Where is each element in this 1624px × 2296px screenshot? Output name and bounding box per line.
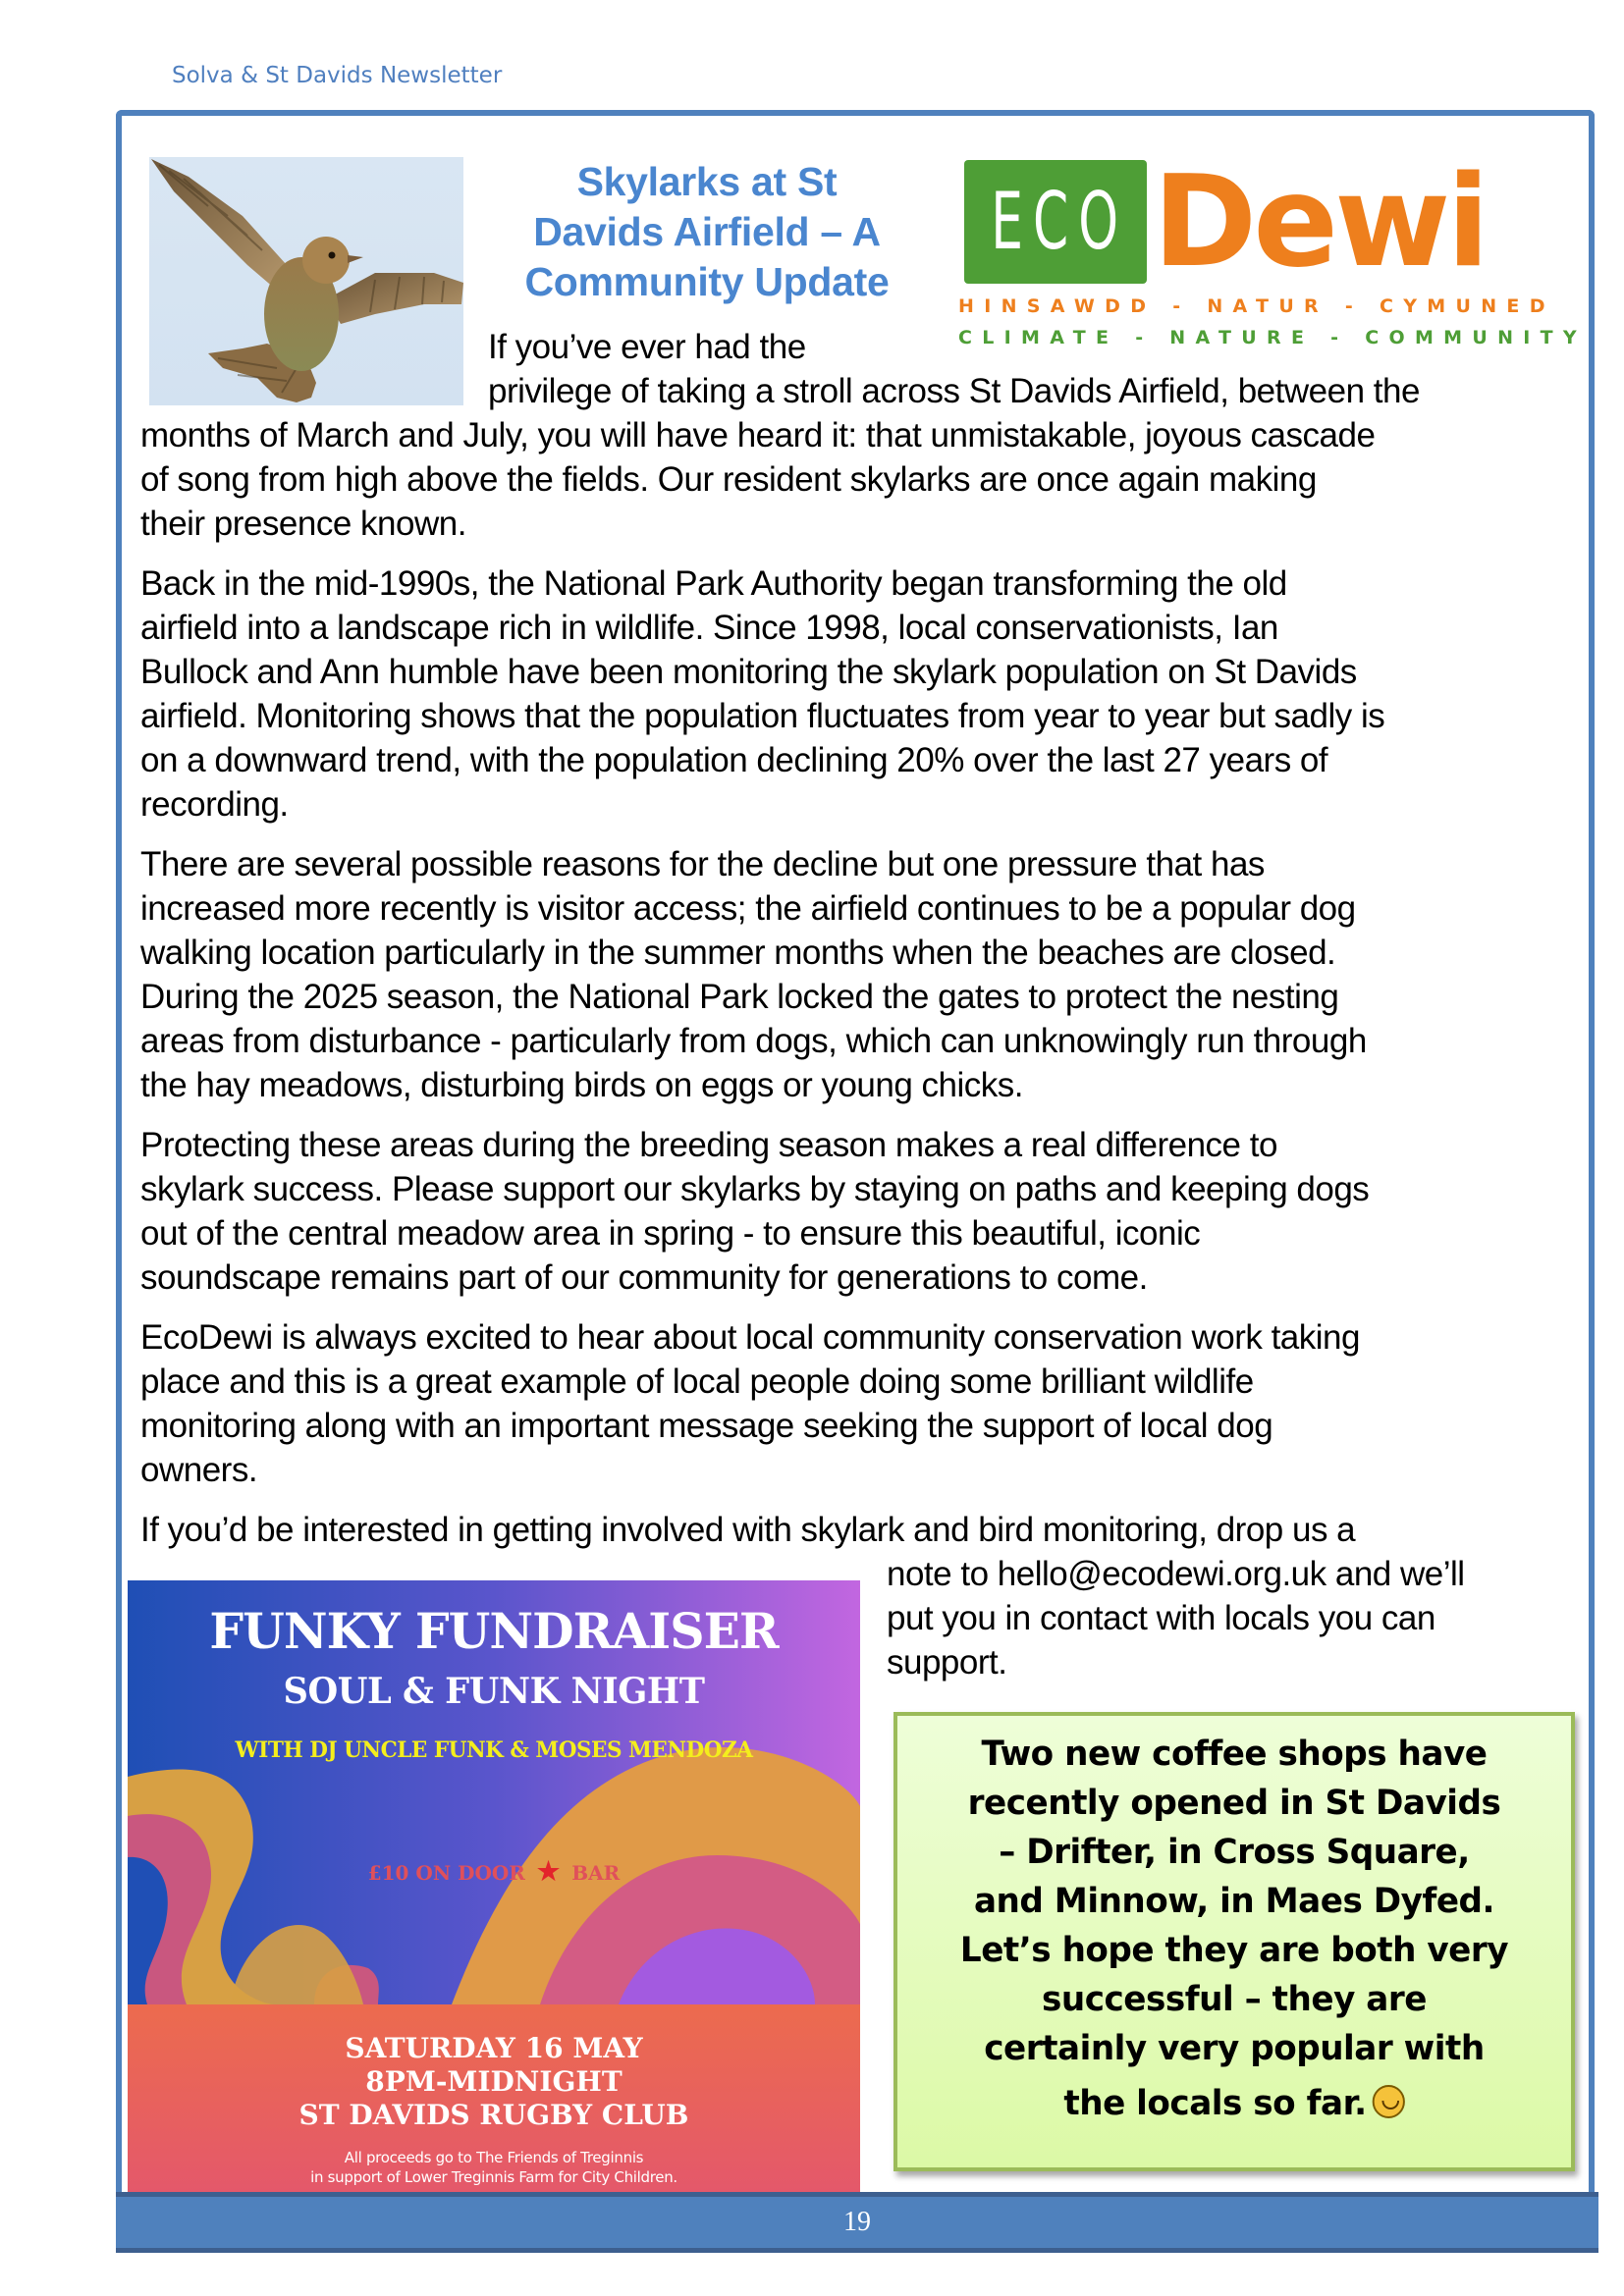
- article-title-line: Community Update: [524, 259, 890, 304]
- funky-fundraiser-poster: [128, 1580, 860, 2195]
- article-text-line: privilege of taking a stroll across St Davids Airfield, between the: [488, 372, 1420, 410]
- article-text-line: owners.: [140, 1451, 258, 1489]
- article-text-line: airfield into a landscape rich in wildlife. Since 1998, local conservationists, Ian: [140, 609, 1278, 647]
- poster-price-row: [128, 1857, 860, 1887]
- article-title-line: Davids Airfield – A: [533, 209, 881, 254]
- article-text-line: place and this is a great example of local people doing some brilliant wildlife: [140, 1362, 1254, 1401]
- ecodewi-tagline-welsh: HINSAWDD - NATUR - CYMUNED: [958, 295, 1555, 317]
- notice-line: Let’s hope they are both very: [959, 1931, 1509, 1970]
- article-text-line: Bullock and Ann humble have been monitoring the skylark population on St Davids: [140, 653, 1357, 691]
- ecodewi-logo-dewi: Dewi: [1153, 149, 1487, 295]
- article-text-line: EcoDewi is always excited to hear about local community conservation work taking: [140, 1318, 1360, 1357]
- article-title: [481, 157, 933, 307]
- article-text-line: If you’ve ever had the: [488, 328, 806, 366]
- poster-price: £10 ON DOOR: [367, 1861, 525, 1885]
- ecodewi-logo-eco-box: [964, 160, 1147, 284]
- article-text-line: of song from high above the fields. Our resident skylarks are once again making: [140, 460, 1317, 499]
- notice-line: recently opened in St Davids: [967, 1784, 1501, 1823]
- poster-title: FUNKY FUNDRAISER: [209, 1602, 779, 1660]
- poster-subtitle: SOUL & FUNK NIGHT: [283, 1671, 705, 1712]
- smiling-face-icon: [1372, 2085, 1404, 2118]
- notice-line: certainly very popular with: [984, 2029, 1485, 2068]
- coffee-shops-notice: [893, 1712, 1575, 2171]
- ecodewi-logo-eco: ECO: [991, 176, 1129, 267]
- skylark-photo: [149, 157, 463, 405]
- notice-last-line: [905, 2079, 1563, 2128]
- article-text-line: airfield. Monitoring shows that the population fluctuates from year to year but sadly is: [140, 697, 1385, 735]
- skylark-bird-icon: [149, 157, 463, 405]
- article-text-line: soundscape remains part of our community for generations to come.: [140, 1258, 1148, 1297]
- article-text-line: recording.: [140, 785, 289, 824]
- article-text-line: their presence known.: [140, 505, 466, 543]
- article-text-line: skylark success. Please support our skylarks by staying on paths and keeping dogs: [140, 1170, 1370, 1208]
- article-text-line: During the 2025 season, the National Park locked the gates to protect the nesting: [140, 978, 1339, 1016]
- article-text-line: increased more recently is visitor access; the airfield continues to be a popular dog: [140, 889, 1356, 928]
- poster-date: SATURDAY 16 MAY: [345, 2032, 643, 2064]
- page-number: 19: [843, 2207, 871, 2237]
- contact-email-line: note to hello@ecodewi.org.uk and we’ll: [887, 1555, 1465, 1593]
- notice-line: Two new coffee shops have: [981, 1735, 1488, 1774]
- poster-venue: ST DAVIDS RUGBY CLUB: [298, 2099, 689, 2131]
- star-icon: ★: [536, 1857, 561, 1887]
- article-title-line: Skylarks at St: [576, 159, 838, 204]
- article-text-line: the hay meadows, disturbing birds on eggs or young chicks.: [140, 1066, 1024, 1104]
- article-text-line: put you in contact with locals you can: [887, 1599, 1435, 1637]
- poster-bar: BAR: [571, 1861, 621, 1885]
- poster-note: in support of Lower Treginnis Farm for City Children.: [310, 2168, 677, 2186]
- article-text-line: on a downward trend, with the population declining 20% over the last 27 years of: [140, 741, 1328, 779]
- poster-details-panel: [128, 2004, 860, 2195]
- notice-line: the locals so far.: [1063, 2084, 1367, 2123]
- article-text-line: Protecting these areas during the breeding season makes a real difference to: [140, 1126, 1277, 1164]
- notice-line: and Minnow, in Maes Dyfed.: [973, 1882, 1495, 1921]
- notice-line: – Drifter, in Cross Square,: [999, 1833, 1470, 1872]
- article-text-line: out of the central meadow area in spring - to ensure this beautiful, iconic: [140, 1214, 1201, 1253]
- ecodewi-logo: [958, 149, 1587, 356]
- footer-bar: [116, 2192, 1598, 2253]
- article-text-line: monitoring along with an important message seeking the support of local dog: [140, 1407, 1273, 1445]
- article-text-line: If you’d be interested in getting involved with skylark and bird monitoring, drop us a: [140, 1511, 1356, 1549]
- newsletter-title: Solva & St Davids Newsletter: [172, 63, 503, 88]
- poster-performers: WITH DJ UNCLE FUNK & MOSES MENDOZA: [235, 1737, 753, 1763]
- article-text-line: months of March and July, you will have heard it: that unmistakable, joyous cascade: [140, 416, 1376, 454]
- article-text-line: Back in the mid-1990s, the National Park Authority began transforming the old: [140, 564, 1287, 603]
- notice-line: successful – they are: [1042, 1980, 1427, 2019]
- article-text-line: support.: [887, 1643, 1007, 1682]
- article-text-line: areas from disturbance - particularly from dogs, which can unknowingly run through: [140, 1022, 1367, 1060]
- ecodewi-tagline-english: CLIMATE - NATURE - COMMUNITY: [958, 327, 1587, 348]
- article-text-line: There are several possible reasons for the decline but one pressure that has: [140, 845, 1265, 883]
- poster-time: 8PM-MIDNIGHT: [365, 2065, 623, 2098]
- poster-note: All proceeds go to The Friends of Treginnis: [344, 2149, 644, 2166]
- article-text-line: walking location particularly in the summer months when the beaches are closed.: [140, 934, 1336, 972]
